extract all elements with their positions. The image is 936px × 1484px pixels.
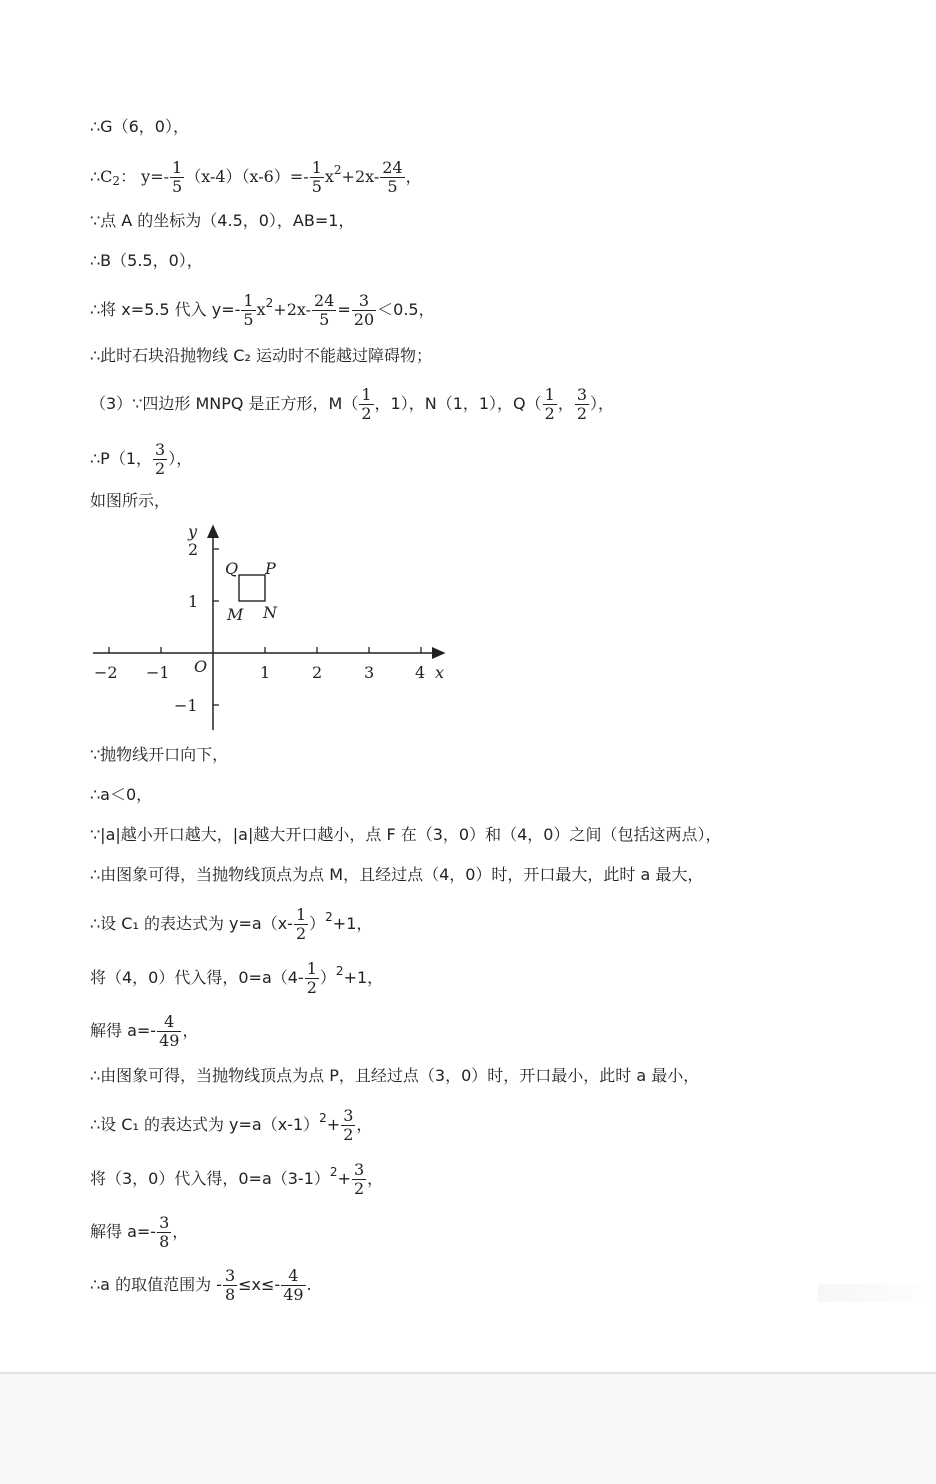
x-tick-label: 2 <box>312 663 323 682</box>
formula-line: 将（4，0）代入得，0=a（4- $\frac{1}{2}$ ）$^2$+1， <box>90 959 384 997</box>
formula-line: 将（3，0）代入得，$0=a(3-1)^2+$ $\frac{3}{2}$ ， <box>90 1160 384 1198</box>
faint-watermark <box>818 1284 928 1302</box>
text-line: ∴由图象可得，当抛物线顶点为点 M，且经过点（4，0）时，开口最大，此时 a 最大， <box>90 865 704 884</box>
formula-line: 解得 a=- $\frac{4}{49}$ ， <box>90 1012 199 1050</box>
y-tick-label: 1 <box>188 592 199 611</box>
text-line: 如图所示， <box>90 491 171 510</box>
x-tick-label: 3 <box>364 663 375 682</box>
viewer-bottom-area <box>0 1372 936 1484</box>
x-tick-label: −2 <box>94 663 118 682</box>
y-tick-label: 2 <box>188 540 199 559</box>
x-axis-label: x <box>435 663 445 682</box>
formula-line: ∴设 C₁ 的表达式为 y=a（x- $\frac{1}{2}$ ）$^2$+1， <box>90 905 373 943</box>
x-tick-label: 1 <box>260 663 271 682</box>
formula-line: （3）∵四边形 MNPQ 是正方形，M（ $\frac{1}{2}$ ，1），N（1，1），Q（ $\frac{1}{2}$ ， $\frac{3}{2}$ ）， <box>90 385 615 423</box>
text-line: ∴B（5.5，0）， <box>90 251 203 270</box>
x-tick-label: 4 <box>415 663 426 682</box>
text-line: ∴G（6，0）， <box>90 117 189 136</box>
formula-line: ∴设 C₁ 的表达式为 $y=a(x-1)^2+$ $\frac{3}{2}$ ， <box>90 1106 373 1144</box>
point-label-q: Q <box>225 559 239 578</box>
point-label-p: P <box>265 559 276 578</box>
text-line: ∴此时石块沿抛物线 C₂ 运动时不能越过障碍物； <box>90 346 432 365</box>
formula-line: 解得 a=- $\frac{3}{8}$ ， <box>90 1213 189 1251</box>
formula-line: ∴将 x=5.5 代入 y=- $\frac{1}{5}$ $x^2+2x-$ $\frac{24}{5}$ = $\frac{3}{20}$ ＜0.5， <box>90 291 435 329</box>
formula-line: ∴a 的取值范围为 - $\frac{3}{8}$ ≤x≤- $\frac{4}{49}$ . <box>90 1266 312 1304</box>
point-label-m: M <box>227 605 244 624</box>
point-label-n: N <box>263 603 277 622</box>
origin-label: O <box>194 657 208 676</box>
y-axis-label: y <box>188 522 198 541</box>
text-line: ∵点 A 的坐标为（4.5，0），AB=1， <box>90 211 355 230</box>
y-tick-label: −1 <box>174 696 198 715</box>
text-line: ∵|a|越小开口越大，|a|越大开口越小，点 F 在（3，0）和（4，0）之间（包括这两点）， <box>90 825 722 844</box>
text-line: ∴由图象可得，当抛物线顶点为点 P，且经过点（3，0）时，开口最小，此时 a 最小， <box>90 1066 700 1085</box>
square-mnpq <box>239 575 265 601</box>
formula-line: $\therefore C_2$： y=- $\frac{1}{5}$ （x-4）（x-6）=- $\frac{1}{5}$ $x^2+2x-$ $\frac{24}{5}$ ， <box>90 158 422 196</box>
coordinate-figure <box>88 518 458 738</box>
text-line: ∴a＜0， <box>90 785 153 804</box>
formula-line: ∴P（1， $\frac{3}{2}$ ）， <box>90 440 193 478</box>
text-line: ∵抛物线开口向下， <box>90 745 229 764</box>
x-tick-label: −1 <box>146 663 170 682</box>
